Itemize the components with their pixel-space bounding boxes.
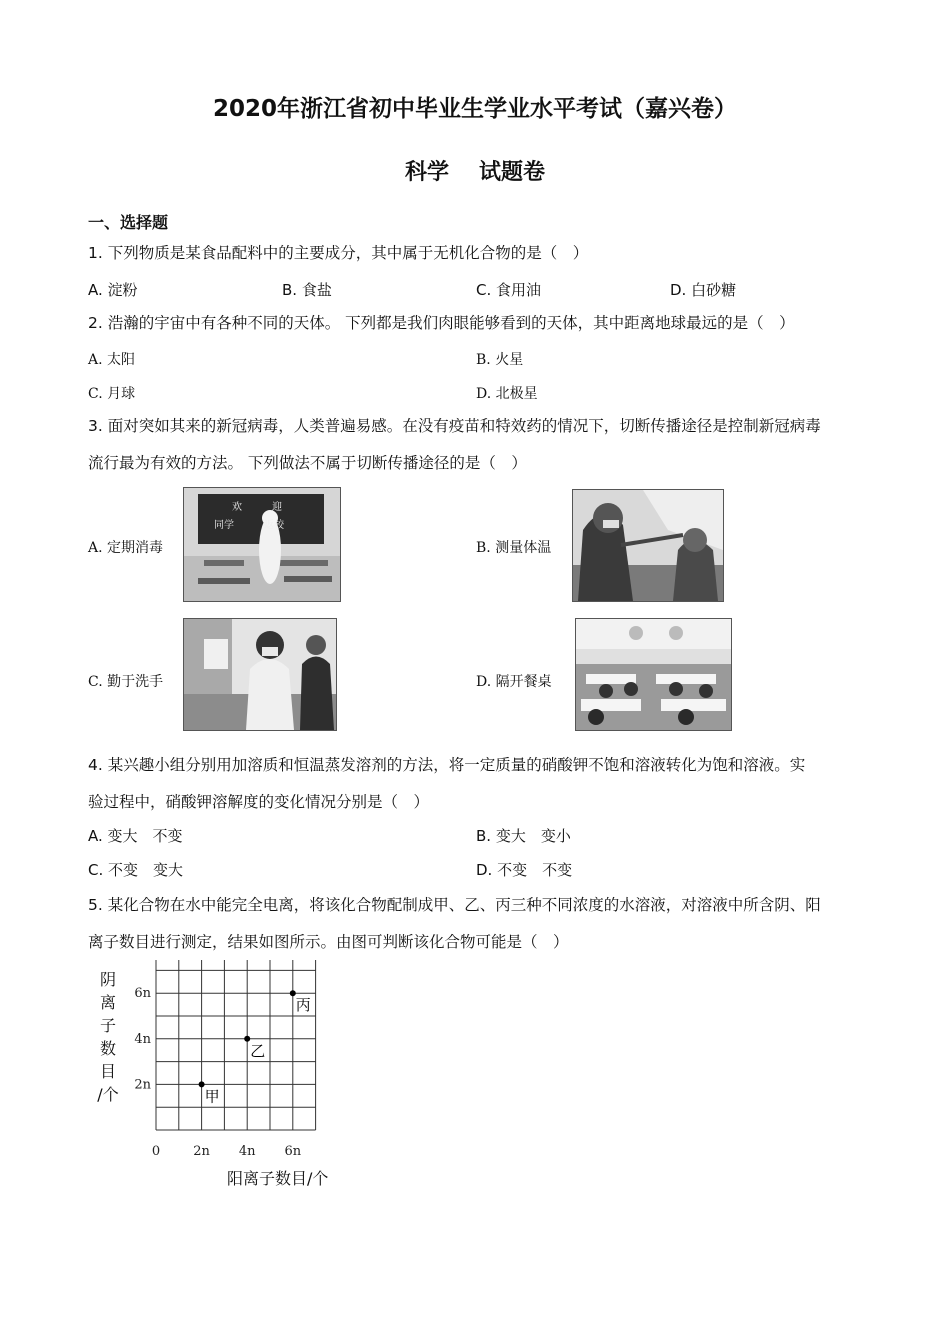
q3-option-a: A. 定期消毒 <box>88 540 164 556</box>
data-point-label: 乙 <box>250 1041 266 1060</box>
q2-option-d: D. 北极星 <box>476 386 538 402</box>
q3-photo-d <box>575 618 732 731</box>
board-text-1: 欢 <box>232 502 242 513</box>
y-tick-label: 2n <box>134 1077 151 1093</box>
q2-stem: 2. 浩瀚的宇宙中有各种不同的天体。 下列都是我们肉眼能够看到的天体，其中距离地球最远的是（ ） <box>88 314 795 332</box>
q3-stem-line2: 流行最为有效的方法。 下列做法不属于切断传播途径的是（ ） <box>88 454 527 472</box>
q3-photo-a <box>183 487 341 602</box>
board-text-3: 同学 <box>214 520 234 531</box>
q3-stem-line1: 3. 面对突如其来的新冠病毒，人类普遍易感。在没有疫苗和特效药的情况下，切断传播途径是控制新冠病毒 <box>88 417 821 435</box>
x-tick-label: 2n <box>193 1144 210 1159</box>
q3-option-c: C. 勤于洗手 <box>88 674 164 690</box>
chart-y-label <box>96 968 120 1106</box>
ion-count-chart <box>120 960 360 1170</box>
q4-stem-line2: 验过程中，硝酸钾溶解度的变化情况分别是（ ） <box>88 793 430 811</box>
q4-option-c: C. 不变 变大 <box>88 861 184 879</box>
q4-option-b: B. 变大 变小 <box>476 827 571 845</box>
chart-x-label: 阳离子数目/个 <box>227 1169 329 1188</box>
q3-photo-c <box>183 618 337 731</box>
data-point-label: 丙 <box>295 996 311 1015</box>
x-tick-label: 0 <box>151 1144 161 1159</box>
exam-subtitle <box>0 155 950 186</box>
y-label-char: 阴 <box>99 970 116 989</box>
subject-name: 科学 <box>404 160 449 185</box>
q4-stem-line1: 4. 某兴趣小组分别用加溶质和恒温蒸发溶剂的方法，将一定质量的硝酸钾不饱和溶液转化为饱和溶液。实 <box>88 756 806 774</box>
q1-option-c: C. 食用油 <box>476 281 542 299</box>
q1-option-a: A. 淀粉 <box>88 281 138 299</box>
y-tick-label: 4n <box>134 1031 151 1047</box>
exam-title: 2020年浙江省初中毕业生学业水平考试（嘉兴卷） <box>212 96 737 122</box>
q1-option-b: B. 食盐 <box>282 281 332 299</box>
data-point-label: 甲 <box>204 1087 220 1106</box>
q2-option-b: B. 火星 <box>476 352 524 368</box>
section-heading: 一、选择题 <box>88 213 169 232</box>
y-label-char: 子 <box>99 1016 116 1035</box>
q3-photo-b <box>572 489 724 602</box>
board-text-2: 迎 <box>272 502 282 513</box>
q3-option-b: B. 测量体温 <box>476 540 552 556</box>
y-label-char: 离 <box>99 993 116 1012</box>
q2-option-c: C. 月球 <box>88 386 136 402</box>
y-label-char: /个 <box>97 1085 119 1104</box>
x-tick-label: 6n <box>284 1144 302 1159</box>
q1-option-d: D. 白砂糖 <box>670 281 737 299</box>
y-label-char: 目 <box>99 1062 116 1081</box>
q5-stem-line1: 5. 某化合物在水中能完全电离，将该化合物配制成甲、乙、丙三种不同浓度的水溶液，对溶液中所含阴、阳 <box>88 896 821 914</box>
paper-type: 试题卷 <box>479 160 546 185</box>
q3-option-d: D. 隔开餐桌 <box>476 674 552 690</box>
q1-stem: 1. 下列物质是某食品配料中的主要成分，其中属于无机化合物的是（ ） <box>88 244 589 262</box>
q5-stem-line2: 离子数目进行测定，结果如图所示。由图可判断该化合物可能是（ ） <box>88 933 569 951</box>
q4-option-a: A. 变大 不变 <box>88 827 183 845</box>
q4-option-d: D. 不变 不变 <box>476 861 573 879</box>
q2-option-a: A. 太阳 <box>88 352 136 368</box>
y-label-char: 数 <box>99 1039 116 1058</box>
board-text-4: 返校 <box>264 520 284 531</box>
y-tick-label: 6n <box>134 986 151 1002</box>
x-tick-label: 4n <box>238 1144 256 1159</box>
